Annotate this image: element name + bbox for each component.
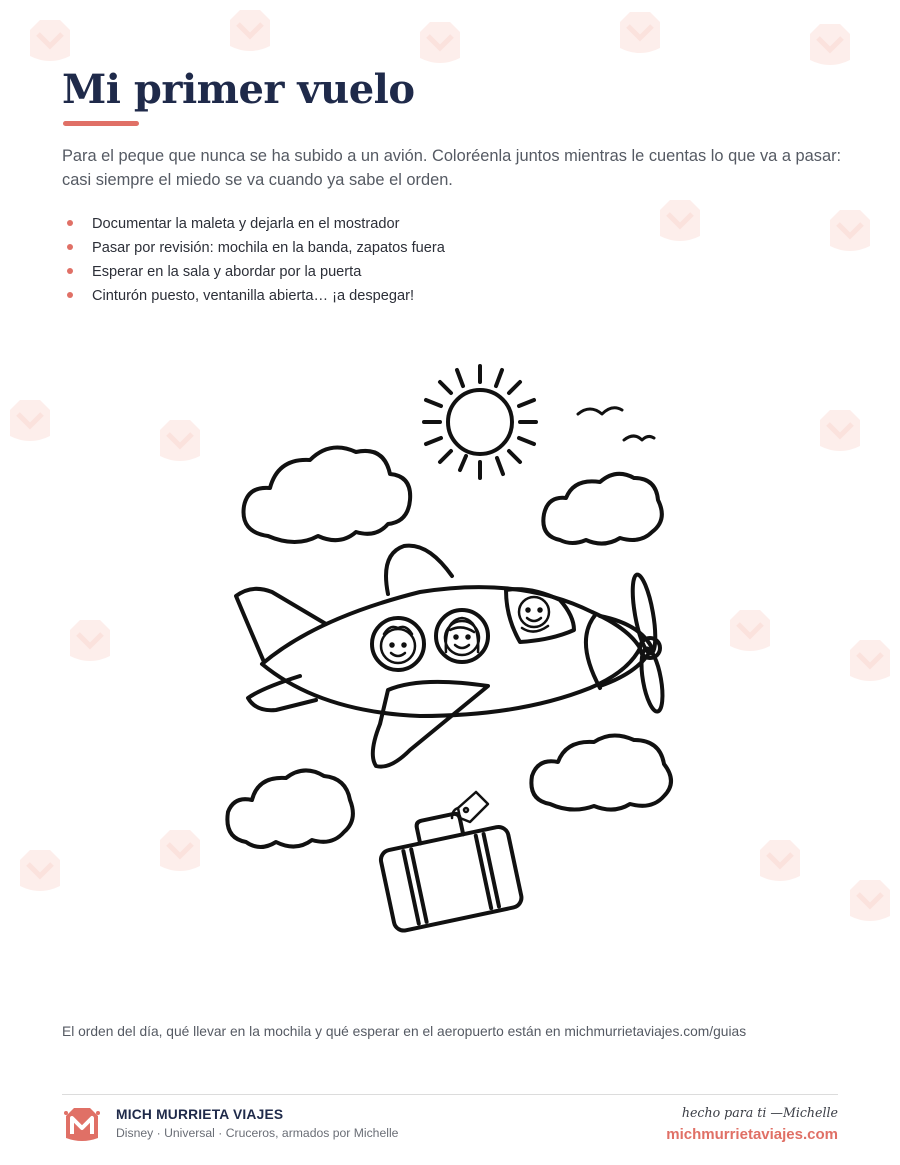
- list-item: [62, 212, 445, 236]
- passenger-face-icon: [519, 597, 549, 632]
- list-item: [62, 260, 445, 284]
- footnote: El orden del día, qué llevar en la mochila y qué esperar en el aeropuerto están en michmurrietaviajes.com/guias: [62, 1024, 747, 1039]
- passenger-face-icon: [381, 627, 415, 663]
- birds-icon: [578, 408, 654, 440]
- bullet-icon: [67, 220, 73, 226]
- suitcase-icon: [375, 804, 524, 933]
- steps-list: [62, 212, 445, 308]
- airplane-icon: [236, 546, 666, 767]
- step-text: Documentar la maleta y dejarla en el mostrador: [92, 216, 400, 232]
- brand-logo-icon: [62, 1104, 102, 1144]
- step-text: Cinturón puesto, ventanilla abierta… ¡a despegar!: [92, 288, 415, 304]
- bullet-icon: [67, 292, 73, 298]
- footer-divider: [62, 1094, 838, 1095]
- title-underline: [63, 121, 139, 126]
- page-title: Mi primer vuelo: [62, 66, 415, 113]
- cloud-icon: [543, 474, 662, 544]
- list-item: [62, 236, 445, 260]
- bullet-icon: [67, 268, 73, 274]
- brand-tagline: Disney · Universal · Cruceros, armados por Michelle: [116, 1126, 399, 1140]
- passenger-face-icon: [445, 618, 479, 655]
- step-text: Pasar por revisión: mochila en la banda, zapatos fuera: [92, 240, 445, 256]
- sun-icon: [424, 366, 536, 478]
- cloud-icon: [244, 448, 411, 543]
- cloud-icon: [227, 770, 353, 847]
- step-text: Esperar en la sala y abordar por la puerta: [92, 264, 362, 280]
- list-item: [62, 284, 445, 308]
- signature: hecho para ti —Michelle: [681, 1105, 838, 1120]
- website-link[interactable]: michmurrietaviajes.com: [666, 1126, 838, 1143]
- intro-paragraph: Para el peque que nunca se ha subido a un avión. Coloréenla juntos mientras le cuentas lo que va a pasar: casi siempre el miedo se va cuando ya sabe el orden.: [62, 147, 842, 189]
- brand-name: MICH MURRIETA VIAJES: [116, 1107, 284, 1122]
- cloud-icon: [531, 735, 671, 809]
- bullet-icon: [67, 244, 73, 250]
- coloring-illustration: [210, 355, 690, 945]
